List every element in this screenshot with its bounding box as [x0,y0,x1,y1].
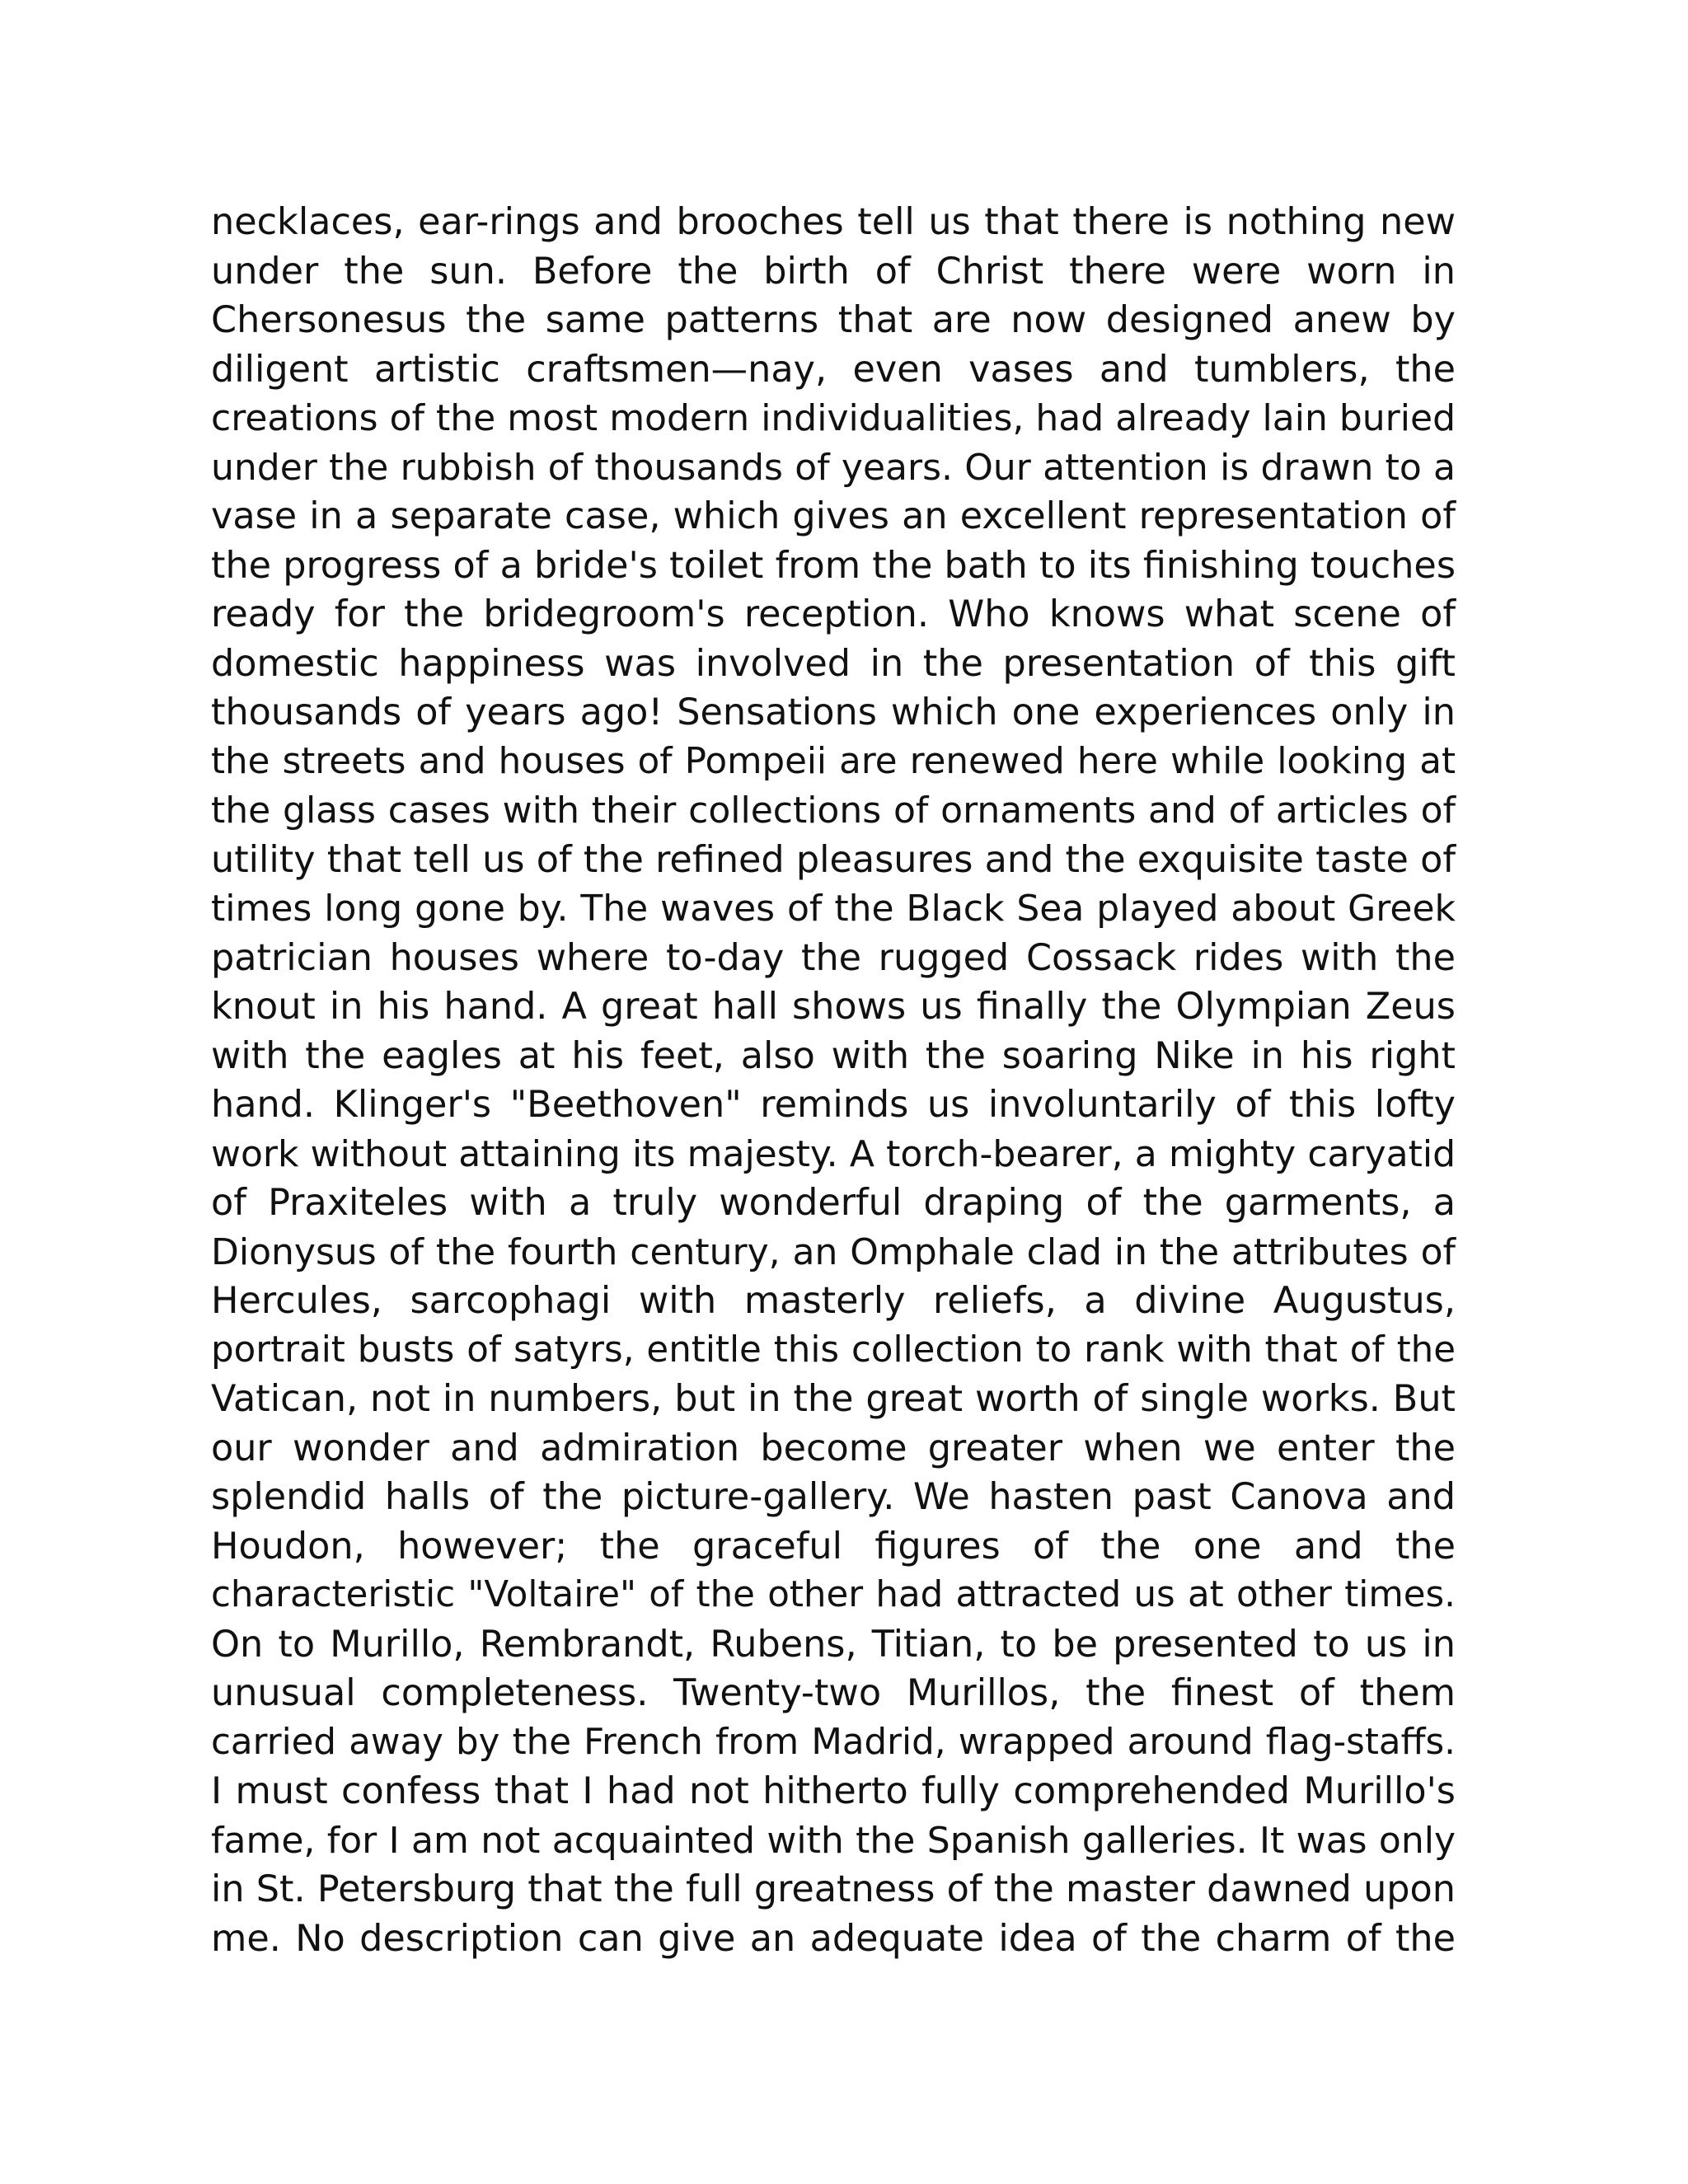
text-line: Chersonesus the same patterns that are now designed anew by [211,299,1456,341]
text-line: Dionysus of the fourth century, an Omphale clad in the attributes of [211,1230,1456,1273]
text-line: unusual completeness. Twenty-two Murillos, the finest of them [211,1672,1456,1714]
text-line: the progress of a bride's toilet from the bath to its finishing touches [211,544,1456,587]
text-line: On to Murillo, Rembrandt, Rubens, Titian, to be presented to us in [211,1623,1456,1666]
body-text [211,198,1456,1963]
text-line: I must confess that I had not hitherto fully comprehended Murillo's [211,1770,1456,1812]
text-line: times long gone by. The waves of the Black Sea played about Greek [211,888,1456,930]
text-line: characteristic "Voltaire" of the other had attracted us at other times. [211,1574,1456,1615]
text-line: vase in a separate case, which gives an excellent representation of [211,495,1456,537]
text-line: me. No description can give an adequate idea of the charm of the [211,1917,1456,1960]
text-line: domestic happiness was involved in the presentation of this gift [211,642,1456,685]
text-line: thousands of years ago! Sensations which one experiences only in [211,691,1456,733]
text-line: portrait busts of satyrs, entitle this collection to rank with that of the [211,1329,1456,1371]
text-line: work without attaining its majesty. A torch-bearer, a mighty caryatid [211,1132,1456,1175]
text-line: in St. Petersburg that the full greatness of the master dawned upon [211,1868,1456,1910]
text-line: our wonder and admiration become greater when we enter the [211,1427,1456,1469]
text-line: of Praxiteles with a truly wonderful draping of the garments, a [211,1182,1456,1224]
text-line: Vatican, not in numbers, but in the great worth of single works. But [211,1378,1456,1420]
text-line: splendid halls of the picture-gallery. We hasten past Canova and [211,1476,1456,1518]
text-line: necklaces, ear-rings and brooches tell us that there is nothing new [211,201,1456,243]
text-line: ready for the bridegroom's reception. Who knows what scene of [211,593,1456,635]
text-line: patrician houses where to-day the rugged Cossack rides with the [211,936,1456,979]
text-line: creations of the most modern individualities, had already lain buried [211,397,1456,439]
text-line: under the rubbish of thousands of years. Our attention is drawn to a [211,446,1456,489]
text-line: the glass cases with their collections of ornaments and of articles of [211,790,1456,832]
text-line: utility that tell us of the refined pleasures and the exquisite taste of [211,838,1456,881]
text-line: Hercules, sarcophagi with masterly reliefs, a divine Augustus, [211,1280,1456,1322]
text-line: with the eagles at his feet, also with the soaring Nike in his right [211,1034,1456,1077]
text-line: diligent artistic craftsmen—nay, even vases and tumblers, the [211,348,1456,391]
text-line: Houdon, however; the graceful figures of the one and the [211,1525,1456,1568]
text-line: fame, for I am not acquainted with the Spanish galleries. It was only [211,1819,1456,1862]
text-line: carried away by the French from Madrid, wrapped around flag-staffs. [211,1721,1456,1763]
text-line: the streets and houses of Pompeii are renewed here while looking at [211,740,1456,782]
text-line: hand. Klinger's "Beethoven" reminds us involuntarily of this lofty [211,1084,1456,1126]
text-line: under the sun. Before the birth of Christ there were worn in [211,250,1456,293]
text-line: knout in his hand. A great hall shows us finally the Olympian Zeus [211,986,1456,1028]
